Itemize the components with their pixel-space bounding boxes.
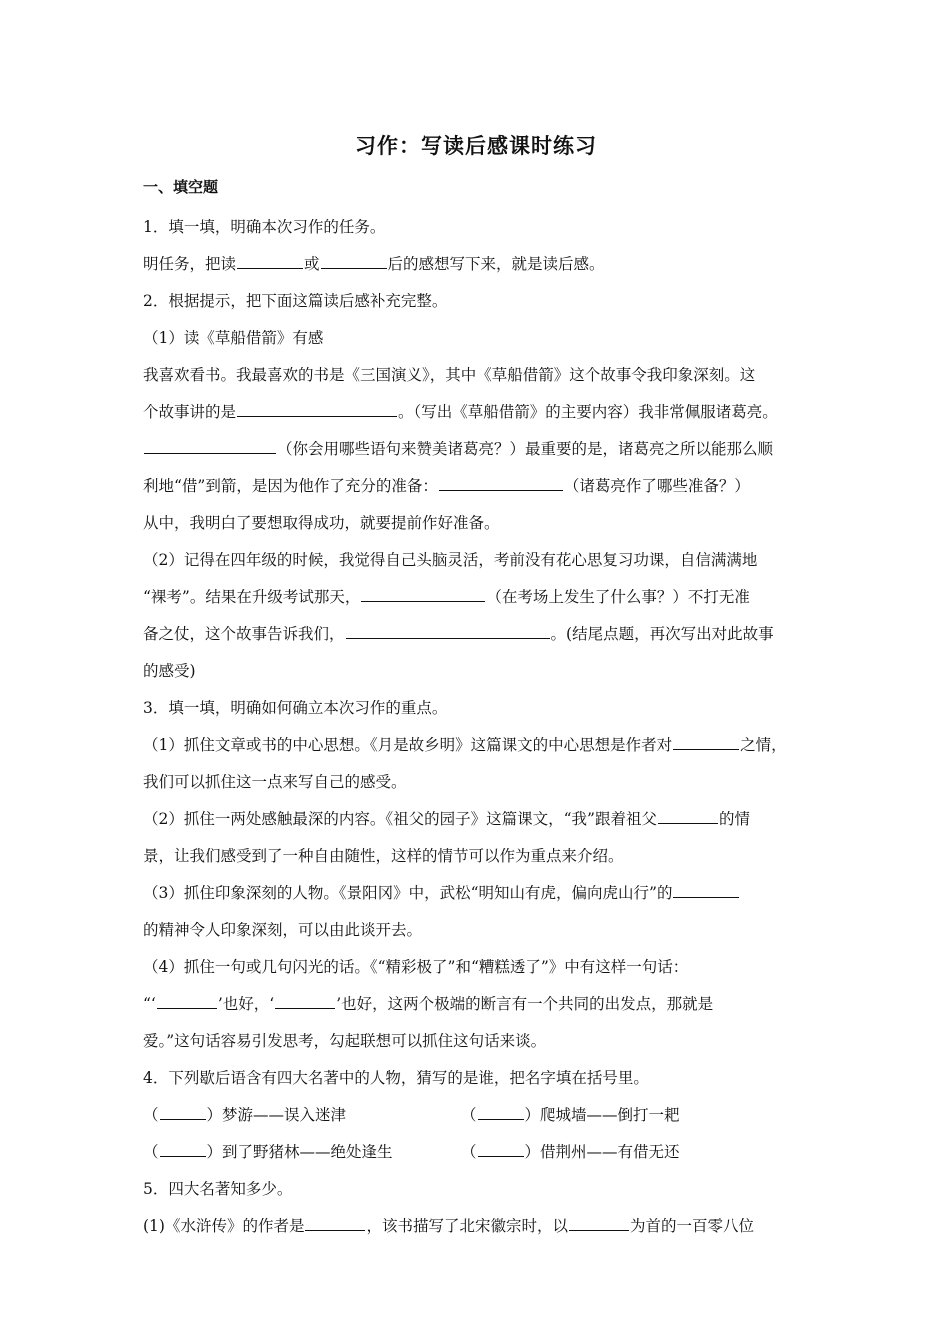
q3-line: 爱。”这句话容易引发思考，勾起联想可以抓住这句话来谈。	[143, 1032, 547, 1050]
q3-line: 我们可以抓住这一点来写自己的感受。	[143, 773, 407, 791]
q1-stem: 1．填一填，明确本次习作的任务。	[143, 218, 386, 236]
answer-blank[interactable]	[144, 452, 276, 454]
answer-blank[interactable]	[157, 1007, 217, 1009]
q5-stem: 5．四大名著知多少。	[143, 1180, 293, 1198]
answer-blank[interactable]	[305, 1229, 365, 1231]
answer-blank[interactable]	[160, 1155, 206, 1157]
answer-blank[interactable]	[478, 1118, 524, 1120]
answer-blank[interactable]	[439, 489, 563, 491]
q2-sub2-line: （2）记得在四年级的时候，我觉得自己头脑灵活，考前没有花心思复习功课，自信满满地	[143, 551, 758, 569]
q3-line: “‘ ’也好，‘ ’也好，这两个极端的断言有一个共同的出发点，那就是	[143, 995, 714, 1013]
q2-sub2-line: 的感受)	[143, 662, 196, 680]
q3-line: （3）抓住印象深刻的人物。《景阳冈》中，武松“明知山有虎，偏向虎山行”的	[143, 875, 809, 912]
riddle-item: （ ）梦游——误入迷津	[143, 1106, 347, 1124]
q2-sub2-line: 备之仗，这个故事告诉我们， 。(结尾点题，再次写出对此故事	[143, 625, 774, 643]
riddle-item: （ ）到了野猪林——绝处逢生	[143, 1143, 393, 1161]
answer-blank[interactable]	[160, 1118, 206, 1120]
q2-stem: 2．根据提示，把下面这篇读后感补充完整。	[143, 292, 448, 310]
section-heading: 一、填空题	[143, 178, 219, 196]
q3-line: 景，让我们感受到了一种自由随性，这样的情节可以作为重点来介绍。	[143, 847, 624, 865]
riddle-row	[143, 1134, 809, 1171]
q2-paragraph-line: 利地“借”到箭，是因为他作了充分的准备： （诸葛亮作了哪些准备？）	[143, 477, 750, 495]
q3-line: （1）抓住文章或书的中心思想。《月是故乡明》这篇课文的中心思想是作者对 之情，	[143, 736, 787, 754]
q2-sub1-title: （1）读《草船借箭》有感	[143, 329, 324, 347]
riddle-item: （ ）借荆州——有借无还	[461, 1143, 680, 1161]
q5-line: (1)《水浒传》的作者是 ，该书描写了北宋徽宗时，以 为首的一百零八位	[143, 1217, 754, 1235]
answer-blank[interactable]	[673, 748, 739, 750]
q2-paragraph-line: 从中，我明白了要想取得成功，就要提前作好准备。	[143, 514, 500, 532]
q2-paragraph-line: 个故事讲的是 。（写出《草船借箭》的主要内容）我非常佩服诸葛亮。	[143, 403, 778, 421]
q3-line: （4）抓住一句或几句闪光的话。《“精彩极了”和“糟糕透了”》中有这样一句话：	[143, 958, 689, 976]
q2-paragraph-line: 我喜欢看书。我最喜欢的书是《三国演义》，其中《草船借箭》这个故事令我印象深刻。这	[143, 366, 756, 384]
worksheet-page	[143, 120, 809, 1245]
answer-blank[interactable]	[237, 415, 397, 417]
q2-sub2-line: “裸考”。结果在升级考试那天， （在考场上发生了什么事？）不打无准	[143, 588, 750, 606]
q3-line: 的精神令人印象深刻，可以由此谈开去。	[143, 921, 423, 939]
q3-line: （2）抓住一两处感触最深的内容。《祖父的园子》这篇课文，“我”跟着祖父 的情	[143, 810, 750, 828]
q1-line: 明任务，把读 或 后的感想写下来，就是读后感。	[143, 255, 605, 273]
answer-blank[interactable]	[478, 1155, 524, 1157]
answer-blank[interactable]	[321, 267, 387, 269]
answer-blank[interactable]	[673, 896, 739, 898]
answer-blank[interactable]	[275, 1007, 335, 1009]
answer-blank[interactable]	[658, 822, 718, 824]
riddle-row	[143, 1097, 809, 1134]
answer-blank[interactable]	[346, 637, 550, 639]
riddle-item: （ ）爬城墙——倒打一耙	[461, 1106, 680, 1124]
answer-blank[interactable]	[237, 267, 303, 269]
q3-stem: 3．填一填，明确如何确立本次习作的重点。	[143, 699, 448, 717]
answer-blank[interactable]	[569, 1229, 629, 1231]
page-title: 习作：写读后感课时练习	[355, 134, 597, 158]
answer-blank[interactable]	[361, 600, 485, 602]
q4-stem: 4．下列歇后语含有四大名著中的人物，猜写的是谁，把名字填在括号里。	[143, 1069, 649, 1087]
q2-paragraph-line: （你会用哪些语句来赞美诸葛亮？）最重要的是，诸葛亮之所以能那么顺	[143, 431, 809, 468]
